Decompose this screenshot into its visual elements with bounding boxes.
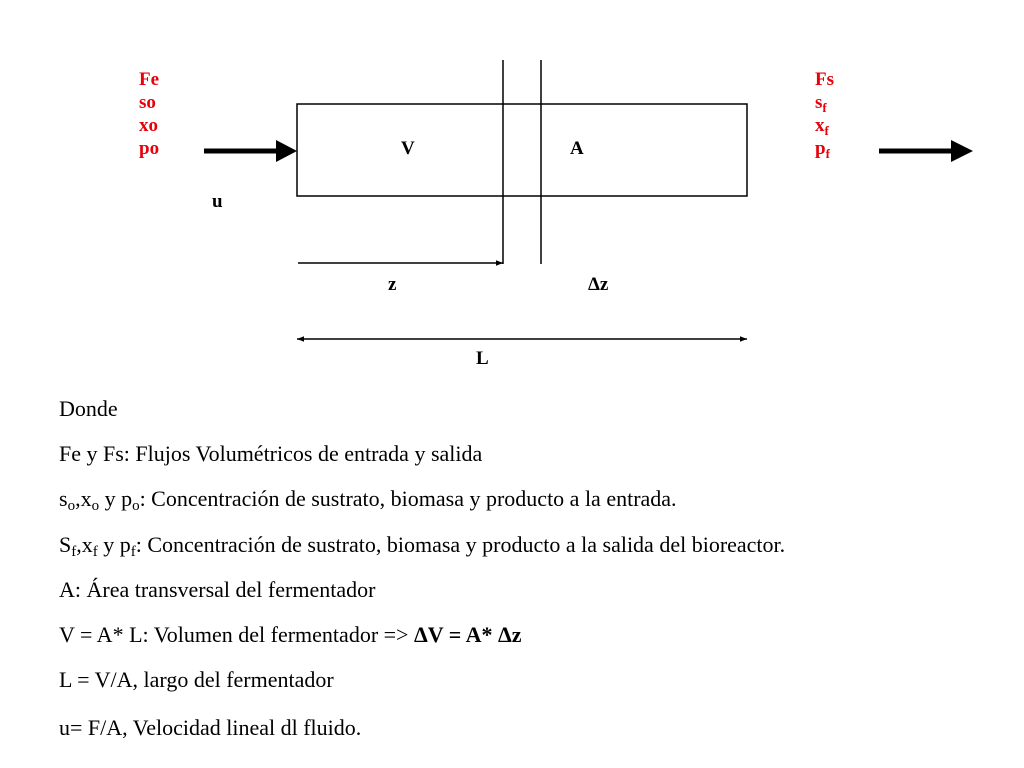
description-line-velocity: u= F/A, Velocidad lineal dl fluido. [59, 715, 362, 741]
outlet-flow: Fs [815, 69, 834, 90]
outlet-substrate: $s_f$ [815, 92, 827, 115]
velocity-label: u [212, 191, 223, 212]
description-heading: Donde [59, 396, 118, 421]
delta-z-label: Δz [588, 274, 609, 295]
volume-label: V [401, 138, 415, 159]
description-line-outlet: $S_f,x_f$ y $p_f$: Concentración de sustrato, biomasa y producto a la salida del bioreactor. [59, 531, 786, 560]
area-label: A [570, 138, 584, 159]
outlet-product: $p_f$ [815, 138, 830, 161]
inlet-flow: Fe [139, 69, 160, 90]
description-line-flows: Fe y Fs: Flujos Volumétricos de entrada y salida [59, 441, 483, 467]
inlet-biomass: xo [139, 115, 158, 136]
inlet-substrate: so [139, 92, 156, 113]
length-label: L [476, 348, 489, 369]
inlet-arrow [204, 140, 297, 162]
description-line-inlet: $s_o,x_o$ y $p_o$: Concentración de sustrato, biomasa y producto a la entrada. [59, 486, 677, 515]
inlet-labels [139, 68, 159, 160]
outlet-arrow [879, 140, 973, 162]
description-line-length: L = V/A, largo del fermentador [59, 667, 334, 693]
z-label: z [388, 274, 397, 295]
description-line-area: A: Área transversal del fermentador [59, 576, 376, 602]
description-block [59, 396, 1009, 760]
reactor-box [297, 104, 747, 196]
outlet-biomass: $x_f$ [815, 115, 829, 138]
outlet-labels [815, 68, 834, 160]
description-line-volume: V = A* L: Volumen del fermentador => ΔV = A* Δz [59, 621, 522, 647]
inlet-product: po [139, 138, 160, 159]
